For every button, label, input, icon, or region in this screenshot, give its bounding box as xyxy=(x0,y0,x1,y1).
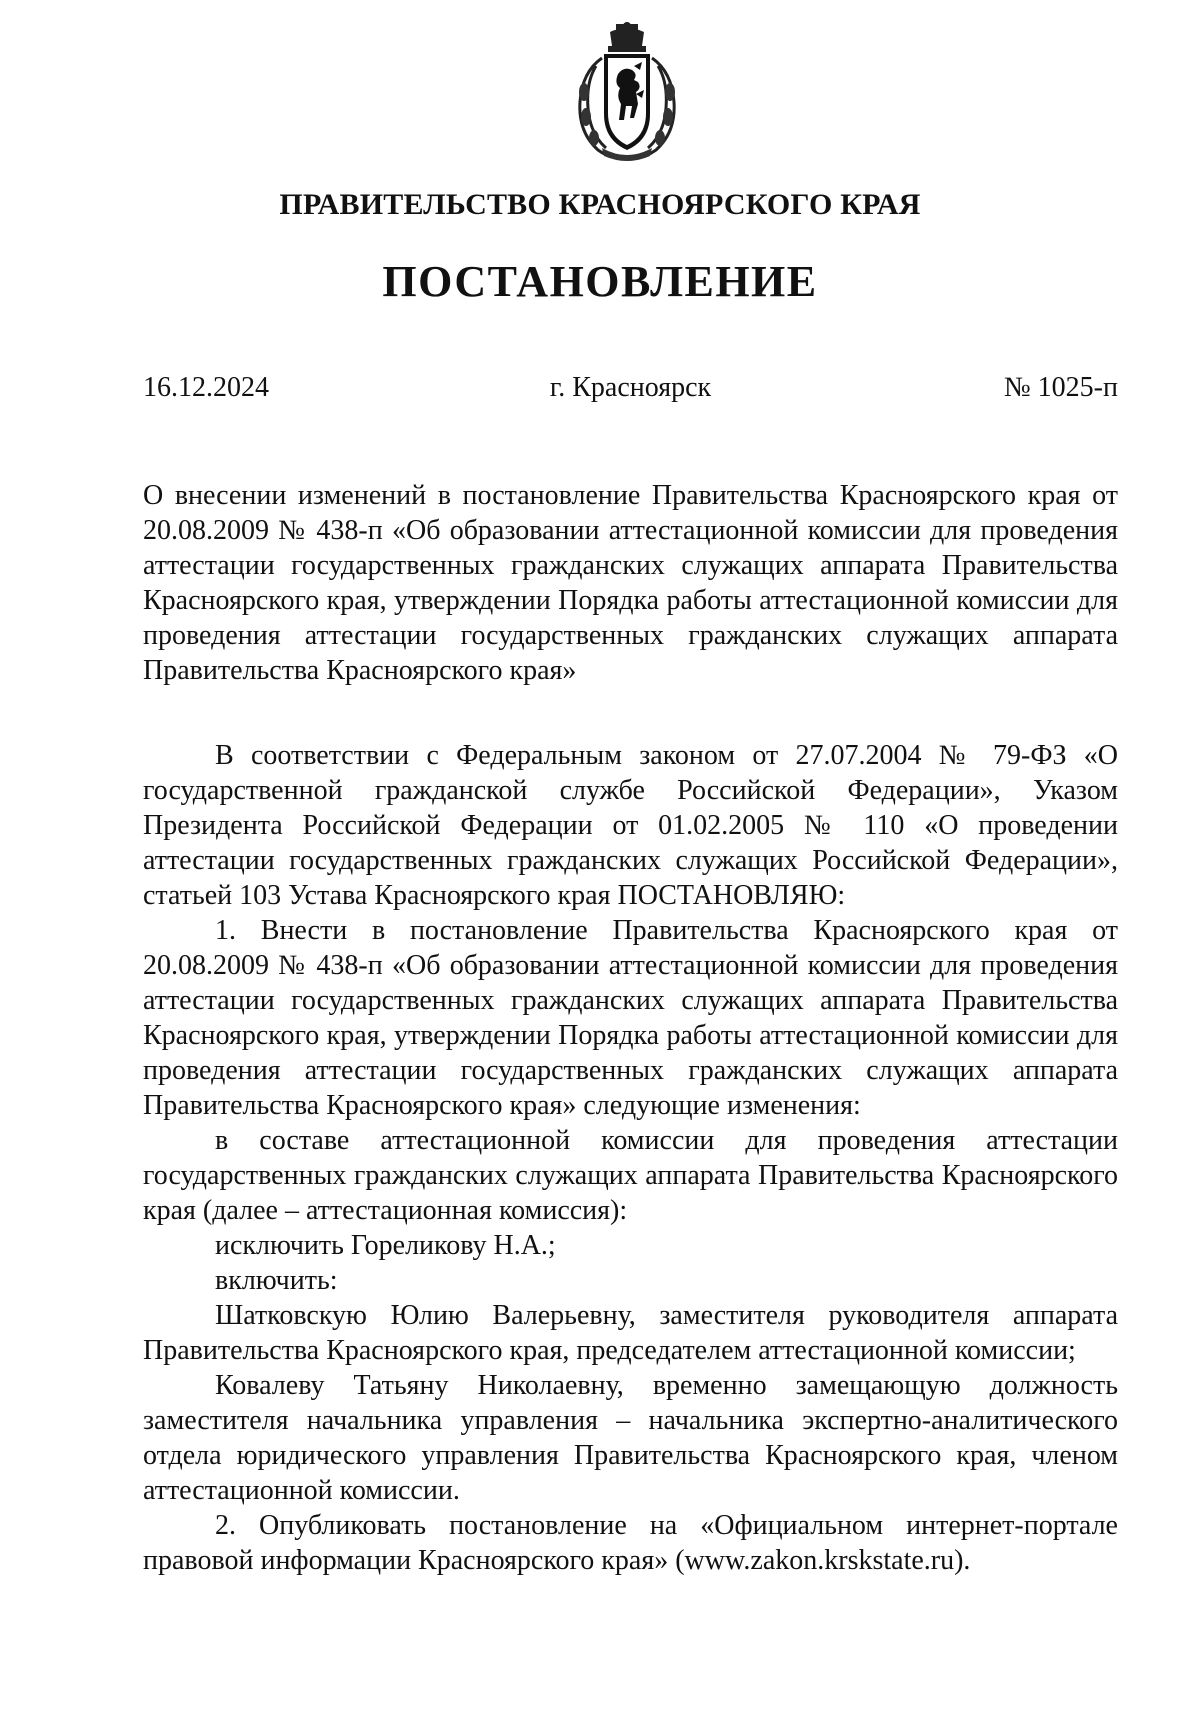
organization-title: ПРАВИТЕЛЬСТВО КРАСНОЯРСКОГО КРАЯ xyxy=(279,188,921,221)
document-body xyxy=(143,738,1118,1578)
body-paragraph: включить: xyxy=(215,1265,338,1296)
body-paragraph: Шатковскую Юлию Валерьевну, заместителя руководителя аппарата Правительства Красноярского края, председателем аттестационной комиссии; xyxy=(143,1300,1118,1366)
body-paragraph: Ковалеву Татьяну Николаевну, временно замещающую должность заместителя начальника управления – начальника экспертно-аналитического отдела юридического управления Правительства Красноярского края, членом аттестационной комиссии. xyxy=(143,1370,1118,1506)
body-paragraph: 2. Опубликовать постановление на «Официальном интернет-портале правовой информации Красноярского края» (www.zakon.krskstate.ru). xyxy=(143,1510,1118,1576)
document-subject: О внесении изменений в постановление Правительства Красноярского края от 20.08.2009 № 438-п «Об образовании аттестационной комиссии для проведения аттестации государственных гражданских служащих аппарата Правительства Красноярского края, утверждении Порядка работы аттестационной комиссии для проведения аттестации государственных гражданских служащих аппарата Правительства Красноярского края» xyxy=(143,480,1118,686)
document-type-title: ПОСТАНОВЛЕНИЕ xyxy=(382,257,818,306)
document-city: г. Красноярск xyxy=(549,372,712,403)
body-paragraph: В соответствии с Федеральным законом от 27.07.2004 № 79-ФЗ «О государственной гражданской службе Российской Федерации», Указом Президента Российской Федерации от 01.02.2005 № 110 «О проведении аттестации государственных гражданских служащих Российской Федерации», статьей 103 Устава Красноярского края ПОСТАНОВЛЯЮ: xyxy=(143,740,1118,911)
document-date: 16.12.2024 xyxy=(143,372,269,403)
krasnoyarsk-coat-of-arms-icon xyxy=(572,22,682,164)
document-meta xyxy=(143,372,1118,408)
body-paragraph: в составе аттестационной комиссии для проведения аттестации государственных гражданских служащих аппарата Правительства Красноярского края (далее – аттестационная комиссия): xyxy=(143,1125,1118,1226)
body-paragraph: исключить Гореликову Н.А.; xyxy=(215,1230,556,1261)
document-number: № 1025-п xyxy=(1003,372,1118,403)
body-paragraph: 1. Внести в постановление Правительства Красноярского края от 20.08.2009 № 438-п «Об образовании аттестационной комиссии для проведения аттестации государственных гражданских служащих аппарата Правительства Красноярского края, утверждении Порядка работы аттестационной комиссии для проведения аттестации государственных гражданских служащих аппарата Правительства Красноярского края» следующие изменения: xyxy=(143,915,1118,1121)
